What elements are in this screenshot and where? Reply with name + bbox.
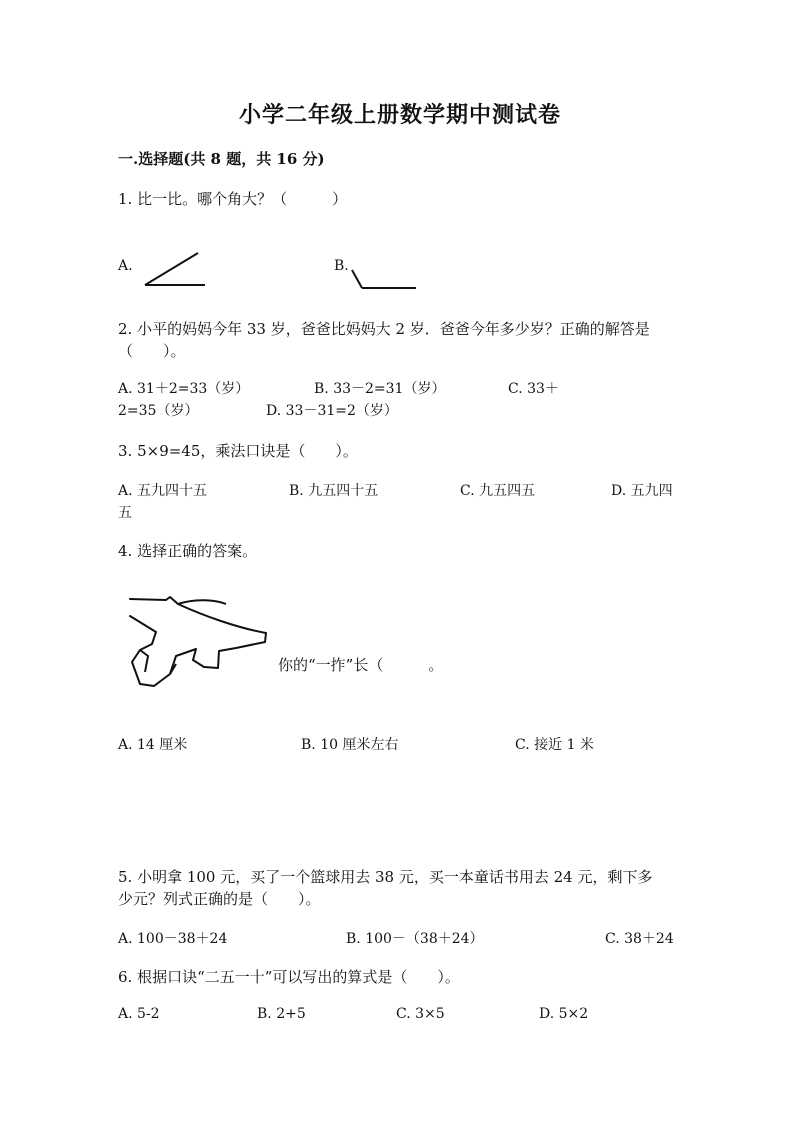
question-4-stem: 4. 选择正确的答案。 (118, 542, 258, 560)
question-6-option-d: D. 5×2 (539, 1006, 589, 1022)
question-2-stem-line1: 2. 小平的妈妈今年 33 岁，爸爸比妈妈大 2 岁．爸爸今年多少岁？正确的解答是 (118, 320, 650, 338)
question-5-stem-line1: 5. 小明拿 100 元，买了一个篮球用去 38 元，买一本童话书用去 24 元，剩下多 (118, 868, 653, 886)
question-6-option-b: B. 2+5 (257, 1006, 306, 1022)
angle-b-figure (350, 268, 418, 292)
question-3-option-d: D. 五九四 (611, 483, 673, 499)
question-2-option-d: D. 33－31=2（岁） (266, 403, 398, 419)
hand-span-figure (126, 594, 272, 690)
question-2-option-c: C. 33＋ (508, 381, 559, 397)
question-4-option-b: B. 10 厘米左右 (301, 737, 399, 753)
question-5-option-b: B. 100－（38＋24） (346, 931, 484, 947)
question-6-option-a: A. 5-2 (118, 1006, 160, 1022)
question-2-stem-line2: （ ）。 (118, 342, 186, 360)
page-title: 小学二年级上册数学期中测试卷 (238, 102, 561, 128)
question-3-option-d-continued: 五 (118, 505, 132, 521)
question-4-option-c: C. 接近 1 米 (515, 737, 594, 753)
question-2-option-b: B. 33－2=31（岁） (314, 381, 446, 397)
question-2-option-c-continued: 2=35（岁） (118, 403, 199, 419)
angle-a-figure (143, 250, 207, 286)
question-4-caption: 你的“一拃”长（ 。 (278, 656, 444, 674)
question-5-option-a: A. 100－38＋24 (118, 931, 228, 947)
question-3-option-b: B. 九五四十五 (289, 483, 379, 499)
question-2-option-a: A. 31＋2=33（岁） (118, 381, 250, 397)
question-3-option-c: C. 九五四五 (460, 483, 536, 499)
question-6-option-c: C. 3×5 (396, 1006, 445, 1022)
section-heading: 一.选择题(共 8 题，共 16 分) (118, 150, 325, 168)
question-3-option-a: A. 五九四十五 (118, 483, 208, 499)
question-5-option-c: C. 38＋24 (605, 931, 674, 947)
question-1-option-b: B. (334, 258, 349, 274)
question-6-stem: 6. 根据口诀“二五一十”可以写出的算式是（ ）。 (118, 968, 460, 986)
question-3-stem: 3. 5×9=45，乘法口诀是（ ）。 (118, 442, 358, 460)
question-1-option-a: A. (118, 258, 133, 274)
question-5-stem-line2: 少元？列式正确的是（ ）。 (118, 890, 321, 908)
question-4-option-a: A. 14 厘米 (118, 737, 188, 753)
question-1-stem: 1. 比一比。哪个角大？（ ） (118, 190, 348, 208)
